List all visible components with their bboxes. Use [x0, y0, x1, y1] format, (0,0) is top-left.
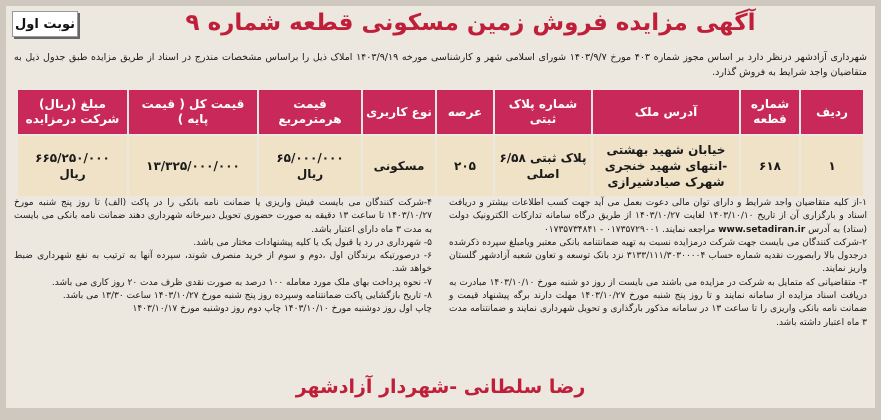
term-3: ۳- متقاضیانی که متمایل به شرکت در مزایده می باشند می بایست از روز دو شنبه مورخ ۱۴۰۳/۱۰/۱۰ مبادرت به دریافت اسناد مزایده از سامانه نمایند و تا روز پنج شنبه مورخ ۱۴۰۳/۱۰/۲۷ مهلت دارند برگه پیشنهاد قیمت و ضمانت نامه بانکی واریزی را تا ساعت ۱۳ در سامانه مذکور بارگذاری و تحویل شهرداری نمایند و ضمانتنامه مدت ۳ ماه اعتبار داشته باشد.	[449, 277, 867, 328]
cell-address: خیابان شهید بهشتی -انتهای شهید خنجری شهرک صیادشیرازی	[593, 136, 739, 196]
auction-notice	[6, 6, 875, 408]
table-header-row	[18, 90, 863, 134]
term-4: ۴-شرکت کنندگان می بایست فیش واریزی یا ضمانت نامه بانکی را در پاکت (الف) تا روز پنج شنبه مورخ ۱۴۰۳/۱۰/۲۷ تا ساعت ۱۳ دقیقه به صورت حضوری تحویل دبیرخانه شهرداری دهند ضمانت نامه بانکی می بایست به مدت ۳ ماه دارای اعتبار باشد.	[14, 198, 432, 235]
cell-plot-number: ۶۱۸	[741, 136, 799, 196]
table-row	[18, 136, 863, 196]
term-1-text: ۱-از کلیه متقاضیان واجد شرایط و دارای توان مالی دعوت بعمل می آید جهت کسب اطلاعات بیشتر و دریافت اسناد و بارگزاری آن از تاریخ ۱۴۰۳/۱۰/۱۰ لغایت ۱۴۰۳/۱۰/۲۷ از طریق درگاه سامانه تدارکات الکترونیک دولت (ستاد) به آدرس	[449, 198, 868, 235]
header-address: آدرس ملک	[593, 90, 739, 134]
cell-price-per-sqm: ۶۵/۰۰۰/۰۰۰ ریال	[259, 136, 361, 196]
cell-usage-type: مسکونی	[363, 136, 435, 196]
notice-title: آگهی مزایده فروش زمین مسکونی قطعه شماره ۹	[185, 10, 756, 36]
header-plot-number: شماره قطعه	[741, 90, 799, 134]
header-area: عرصه	[437, 90, 493, 134]
auction-table	[16, 88, 865, 198]
cell-area: ۲۰۵	[437, 136, 493, 196]
publication-dates: چاپ اول روز دوشنبه مورخ ۱۴۰۳/۱۰/۱۰ چاپ دوم روز دوشنبه مورخ ۱۴۰۳/۱۰/۱۷	[132, 304, 432, 315]
header-price-per-sqm: قیمت هرمترمربع	[259, 90, 361, 134]
term-1-phones: مراجعه نمایند. ۰۱۷۳۵۷۲۹۰۰۱ - ۰۱۷۳۵۷۳۴۸۴۱	[543, 224, 716, 235]
term-8: ۸- تاریخ بازگشایی پاکت ضمانتنامه وسپرده روز پنج شنبه مورخ ۱۴۰۳/۱۰/۲۷ ساعت ۱۳/۳۰ می باشد.	[62, 291, 432, 302]
header-usage-type: نوع کاربری	[363, 90, 435, 134]
publication-badge: نوبت اول	[12, 11, 78, 37]
intro-paragraph: شهرداری آزادشهر درنظر دارد بر اساس مجوز شماره ۴۰۳ مورخ ۱۴۰۳/۹/۷ شورای اسلامی شهر و کارشناسی مورخه ۱۴۰۳/۹/۱۹ املاک ذیل را براساس مشخصات مندرج در اسناد از طریق مزایده طبق جدول ذیل به متقاضیان واجد شرایط به فروش گذارد.	[14, 52, 867, 78]
header-base-price: قیمت کل ( قیمت پایه )	[129, 90, 257, 134]
term-1	[449, 197, 867, 237]
term-6: ۶- درصورتیکه برندگان اول ،دوم و سوم از خرید منصرف شوند، سپرده آنها به ترتیب به نفع شهرداری ضبط خواهد شد.	[14, 251, 432, 275]
cell-deposit-amount: ۶۶۵/۲۵۰/۰۰۰ ریال	[18, 136, 127, 196]
term-5: ۵- شهرداری در رد یا قبول یک یا کلیه پیشنهادات مختار می باشد.	[193, 237, 432, 248]
terms-section	[14, 197, 867, 355]
terms-column-left	[14, 197, 432, 317]
term-2: ۲-شرکت کنندگان می بایست جهت شرکت درمزایده نسبت به تهیه ضمانتنامه بانکی معتبر ویامبلغ سپرده ذکرشده درجدول بالا رابصورت نقدیه شماره حساب ۳۱۳۳/۱۱۱/۳۰۳۰۰۰۰۴ نزد بانک توسعه و تعاون شعبه آزادشهر گلستان واریز نمایند.	[449, 237, 867, 275]
header-registry-plate: شماره پلاک ثبتی	[495, 90, 591, 134]
header-row-number: ردیف	[801, 90, 863, 134]
website-link[interactable]: www.setadiran.ir	[718, 224, 806, 235]
cell-row-number: ۱	[801, 136, 863, 196]
header-deposit-amount: مبلغ (ریال) شرکت درمزایده	[18, 90, 127, 134]
terms-column-right	[449, 197, 867, 330]
mayor-signature: رضا سلطانی -شهردار آزادشهر	[295, 376, 586, 398]
cell-registry-plate: پلاک ثبتی ۶/۵۸ اصلی	[495, 136, 591, 196]
cell-base-price: ۱۳/۳۲۵/۰۰۰/۰۰۰	[129, 136, 257, 196]
term-7: ۷- نحوه پرداخت بهای ملک مورد معامله ۱۰۰ درصد به صورت نقدی ظرف مدت ۲۰ روز کاری می باشد.	[51, 277, 432, 288]
